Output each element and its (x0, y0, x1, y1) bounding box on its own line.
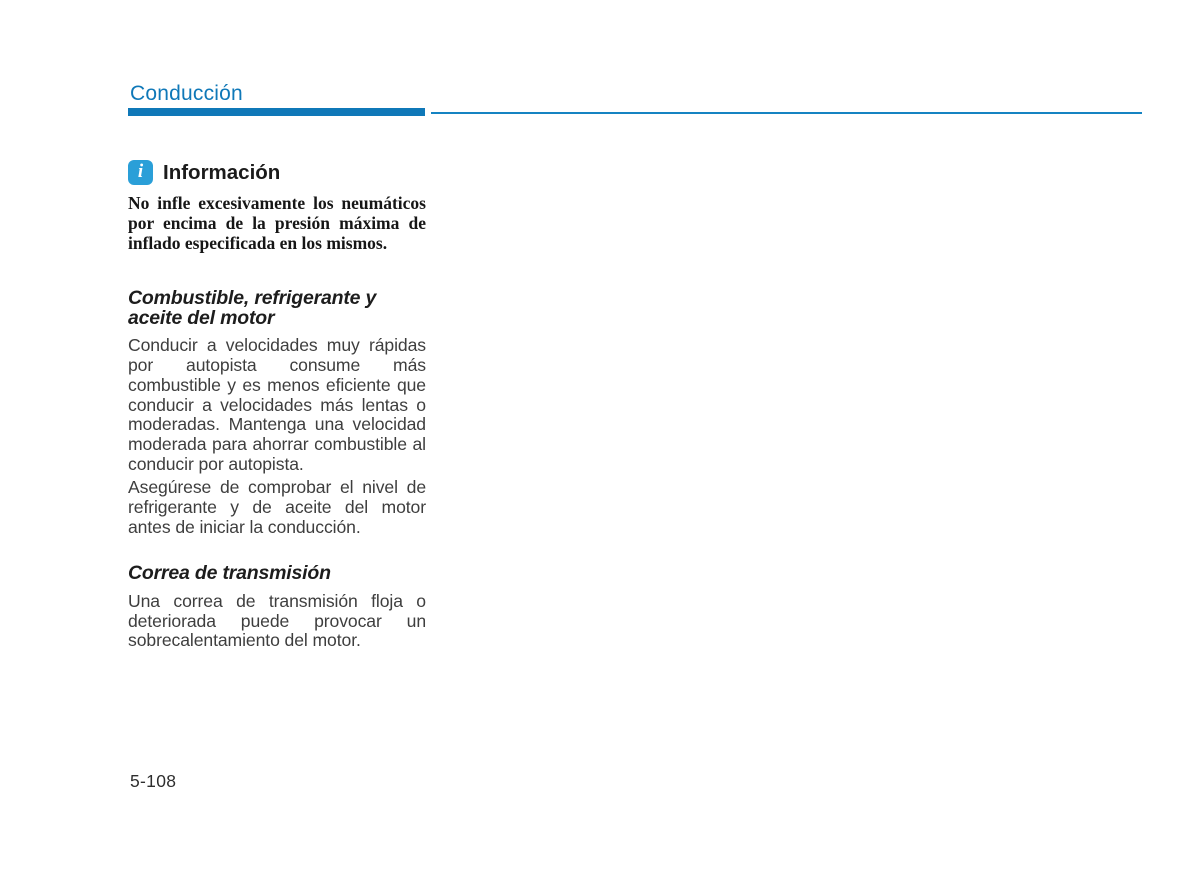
paragraph-correa-1: Una correa de transmisión floja o deteriorada puede provocar un sobrecalentamiento del motor. (128, 590, 426, 651)
info-paragraph: No infle excesivamente los neumáticos por encima de la presión máxima de inflado especificada en los mismos. (128, 193, 426, 253)
text-column (128, 160, 426, 651)
header-rule-thick (128, 108, 425, 116)
section-heading-correa: Correa de transmisión (128, 562, 331, 585)
chapter-title: Conducción (130, 82, 243, 105)
info-section-heading (128, 160, 426, 185)
paragraph-combustible-2: Asegúrese de comprobar el nivel de refrigerante y de aceite del motor antes de iniciar la conducción. (128, 477, 426, 537)
section-heading-combustible: Combustible, refrigerante y aceite del motor (128, 287, 377, 329)
header-rule-thin (431, 112, 1142, 114)
info-section-title: Información (163, 160, 281, 184)
info-icon: i (128, 160, 153, 185)
paragraph-combustible-1: Conducir a velocidades muy rápidas por autopista consume más combustible y es menos eficiente que conducir a velocidades más lentas o moderadas. Mantenga una velocidad moderada para ahorrar combustible al conducir por autopista. (128, 335, 426, 474)
page-number: 5-108 (130, 771, 177, 791)
